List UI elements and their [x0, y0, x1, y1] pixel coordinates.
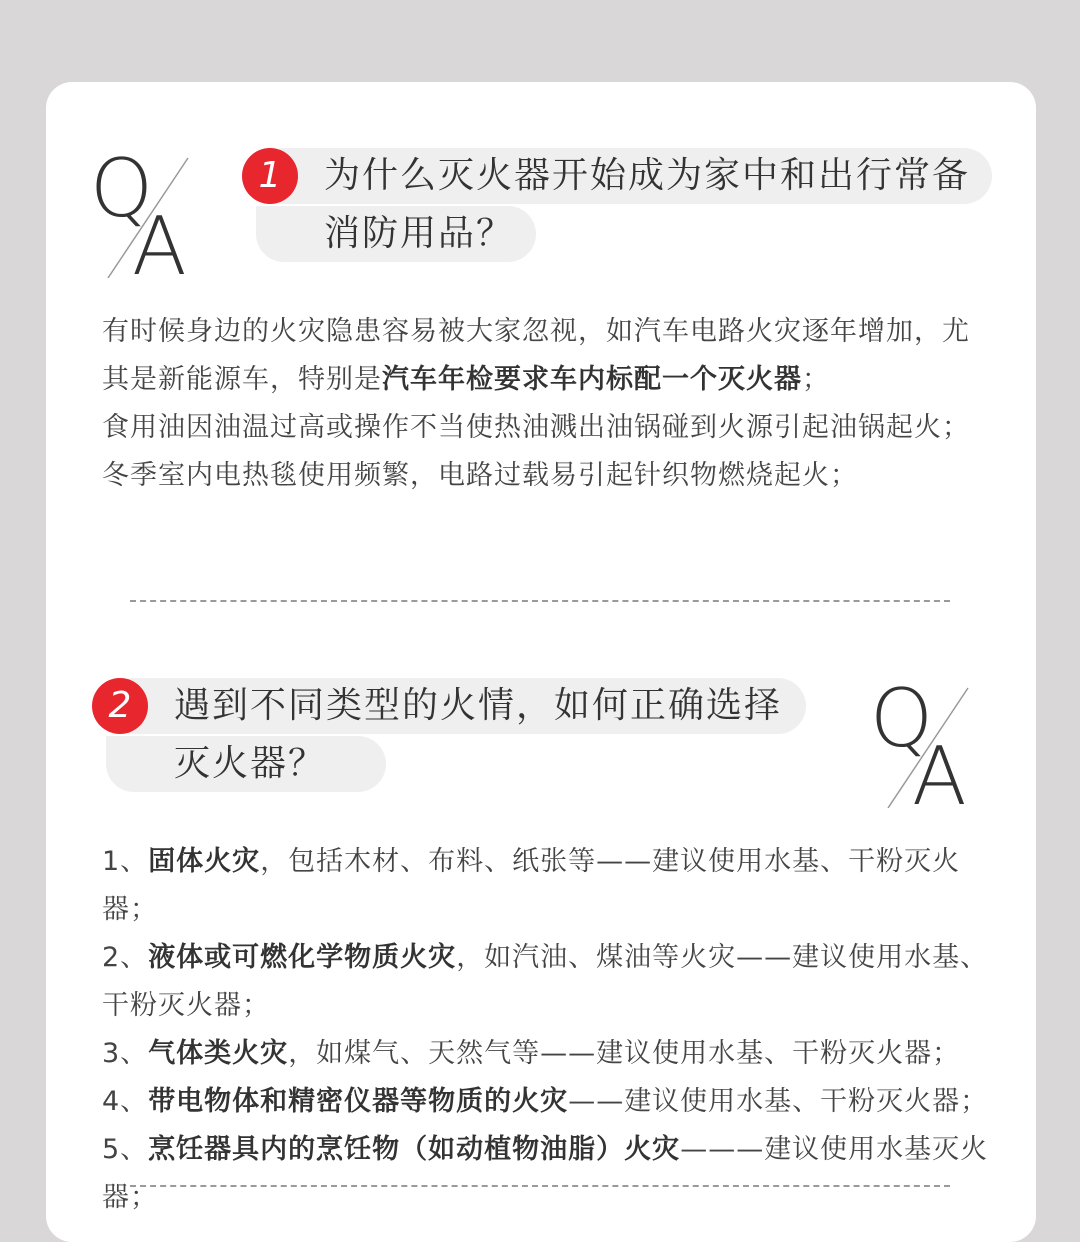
- question-2-number-badge: 2: [92, 678, 148, 734]
- question-1-number-badge: 1: [242, 148, 298, 204]
- logo-q-letter: Q: [90, 142, 153, 235]
- answer-2-item: 4、带电物体和精密仪器等物质的火灾——建议使用水基、干粉灭火器；: [102, 1086, 989, 1117]
- answer-2: [102, 838, 992, 1222]
- logo-a-letter: A: [132, 200, 187, 278]
- answer-2-item: 5、烹饪器具内的烹饪物（如动植物油脂）火灾———建议使用水基灭火器；: [102, 1134, 989, 1213]
- answer-1-paragraph: 冬季室内电热毯使用频繁，电路过载易引起针织物燃烧起火；: [102, 460, 858, 491]
- answer-2-item: 2、液体或可燃化学物质火灾，如汽油、煤油等火灾——建议使用水基、干粉灭火器；: [102, 942, 989, 1021]
- qa-logo-icon: [90, 138, 210, 278]
- answer-2-item: 3、气体类火灾，如煤气、天然气等——建议使用水基、干粉灭火器；: [102, 1038, 961, 1069]
- qa-logo-icon: [870, 668, 990, 808]
- question-2-title-line1: 遇到不同类型的火情，如何正确选择: [174, 685, 783, 726]
- answer-2-item: 1、固体火灾，包括木材、布料、纸张等——建议使用水基、干粉灭火器；: [102, 846, 961, 925]
- answer-1-paragraph: 有时候身边的火灾隐患容易被大家忽视，如汽车电路火灾逐年增加，尤其是新能源车，特别是汽车年检要求车内标配一个灭火器；: [102, 316, 970, 395]
- question-2-title-line2: 灭火器？: [174, 743, 327, 784]
- section-divider: [130, 1185, 950, 1187]
- answer-1-paragraph: 食用油因油温过高或操作不当使热油溅出油锅碰到火源引起油锅起火；: [102, 412, 970, 443]
- section-divider: [130, 600, 950, 602]
- logo-q-letter: Q: [870, 672, 933, 765]
- answer-1: [102, 308, 992, 500]
- question-1-title-line1: 为什么灭火器开始成为家中和出行常备: [324, 155, 971, 196]
- logo-a-letter: A: [912, 730, 967, 808]
- question-1-title-line2: 消防用品？: [324, 213, 515, 254]
